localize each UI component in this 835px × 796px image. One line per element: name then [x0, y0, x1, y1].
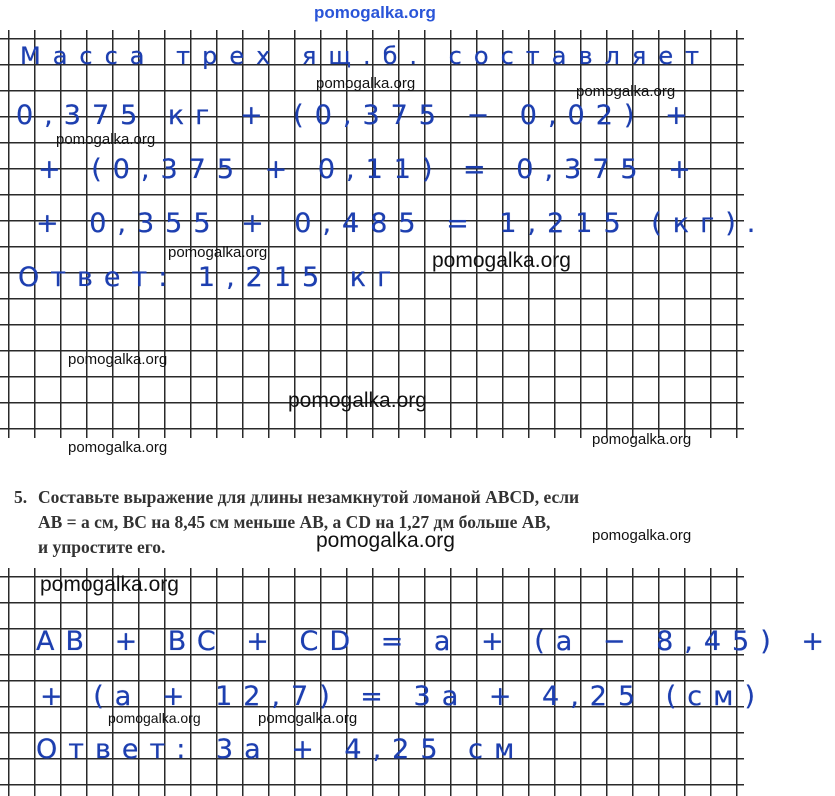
solution1-line-3: + (0,375 + 0,11) = 0,375 +: [38, 154, 702, 185]
solution1-line-2: 0,375 кг + (0,375 − 0,02) +: [16, 100, 699, 131]
watermark: pomogalka.org: [288, 389, 427, 412]
watermark: pomogalka.org: [68, 351, 168, 368]
watermark: pomogalka.org: [168, 244, 268, 261]
task-number: 5.: [14, 487, 28, 507]
solution2-answer: Ответ: 3a + 4,25 см: [36, 734, 526, 765]
watermark: pomogalka.org: [56, 131, 156, 148]
watermark: pomogalka.org: [592, 431, 692, 448]
solution1-answer: Ответ: 1,215 кг: [18, 262, 403, 293]
watermark: pomogalka.org: [432, 249, 571, 272]
solution1-line-4: + 0,355 + 0,485 = 1,215 (кг).: [36, 208, 767, 239]
task-text-line-2: AB = a см, BC на 8,45 см меньше AB, а CD на 1,27 дм больше AB,: [38, 512, 551, 532]
watermark: pomogalka.org: [68, 439, 168, 456]
solution2-line-2: + (a + 12,7) = 3a + 4,25 (см): [40, 681, 767, 712]
solution1-line-1: Масса трех ящ.б. составляет: [20, 42, 712, 70]
watermark: pomogalka.org: [316, 529, 455, 552]
watermark: pomogalka.org: [576, 83, 676, 100]
solution2-line-1: AB + BC + CD = a + (a − 8,45) +: [36, 626, 835, 657]
watermark: pomogalka.org: [592, 527, 692, 544]
watermark: pomogalka.org: [316, 75, 416, 92]
task-text-line-3: и упростите его.: [38, 537, 166, 557]
watermark-top: pomogalka.org: [314, 3, 436, 22]
task-text-line-1: Составьте выражение для длины незамкнутой ломаной ABCD, если: [38, 487, 580, 507]
watermark: pomogalka.org: [258, 710, 358, 727]
watermark: pomogalka.org: [40, 573, 179, 596]
watermark: pomogalka.org: [108, 710, 201, 726]
